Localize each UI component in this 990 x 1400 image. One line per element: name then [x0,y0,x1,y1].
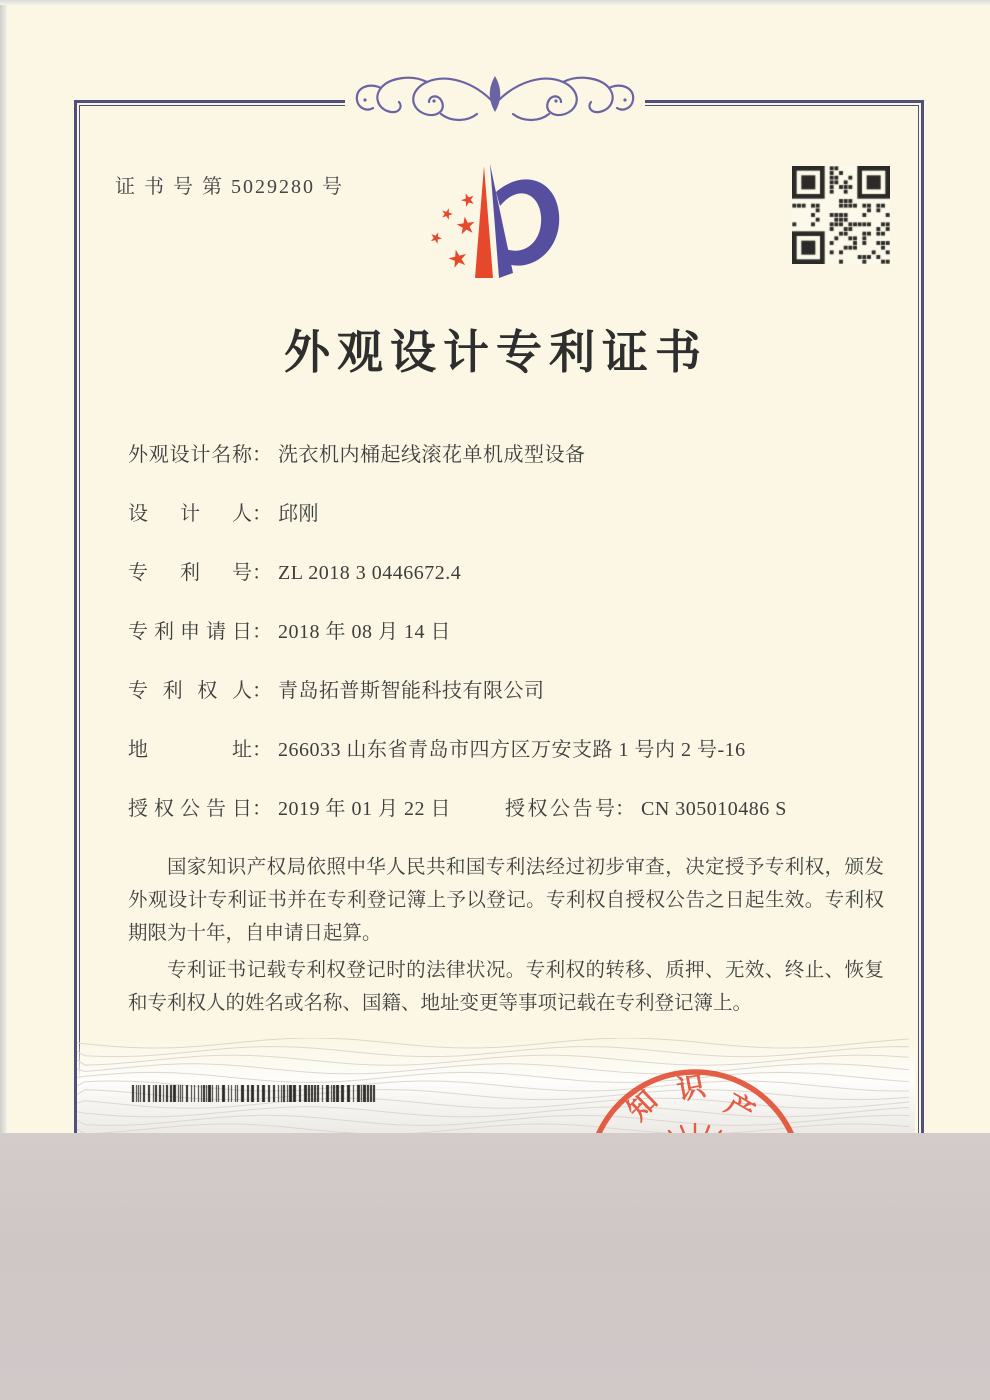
field-row-design-name: 外观设计名称： 洗衣机内桶起线滚花单机成型设备 [128,438,884,462]
svg-text:知: 知 [622,1085,664,1128]
legal-text [128,851,884,1020]
field-row-address: 地址： 266033 山东省青岛市四方区万安支路 1 号内 2 号-16 [128,733,884,757]
certificate-number: 证 书 号 第 5029280 号 [115,176,344,198]
field-value: 青岛拓普斯智能科技有限公司 [278,680,545,702]
field-row-designer: 设计人： 邱刚 [128,497,884,521]
field-label: 专利申请日 [128,621,252,643]
certificate-title: 外观设计专利证书 [284,327,708,378]
field-row-filing-date: 专利申请日： 2018 年 08 月 14 日 [128,615,884,639]
qr-code-icon [792,166,890,264]
legal-paragraph-2: 专利证书记载专利权登记时的法律状况。专利权的转移、质押、无效、终止、恢复和专利权人的姓名或名称、国籍、地址变更等事项记载在专利登记簿上。 [128,960,884,1014]
field-value: 266033 山东省青岛市四方区万安支路 1 号内 2 号-16 [278,739,746,761]
certificate-body [128,438,884,1024]
flourish-ornament-icon [345,70,645,130]
field-label: 专利号 [128,562,252,584]
field-value: 洗衣机内桶起线滚花单机成型设备 [278,444,586,466]
red-official-seal-icon [560,1040,840,1140]
cnipa-patent-logo-icon [420,156,570,302]
grant-date-value: 2019 年 01 月 22 日 [278,798,451,820]
svg-text:产: 产 [719,1088,760,1130]
grant-no-value: CN 305010486 S [641,798,787,820]
field-label: 专利权人 [128,680,252,702]
scan-background [0,1133,990,1400]
field-row-patent-no: 专利号： ZL 2018 3 0446672.4 [128,556,884,580]
legal-paragraph-1: 国家知识产权局依照中华人民共和国专利法经过初步审查，决定授予专利权，颁发外观设计专利证书并在专利登记簿上予以登记。专利权自授权公告之日起生效。专利权期限为十年，自申请日起算。 [128,857,884,944]
field-label: 外观设计名称 [128,444,252,466]
field-row-grant: 授权公告日： 2019 年 01 月 22 日 授权公告号： CN 305010486 S [128,792,884,816]
field-label: 地址 [128,739,252,761]
scan-edge-top [0,0,990,5]
svg-text:识: 识 [674,1070,708,1107]
grant-date-label: 授权公告日 [128,798,252,820]
field-row-patentee: 专利权人： 青岛拓普斯智能科技有限公司 [128,674,884,698]
field-label: 设计人 [128,503,252,525]
grant-no-label: 授权公告号 [505,798,615,820]
field-value: ZL 2018 3 0446672.4 [278,562,462,584]
field-value: 2018 年 08 月 14 日 [278,621,451,643]
barcode-icon [130,1085,380,1102]
field-value: 邱刚 [278,503,319,525]
